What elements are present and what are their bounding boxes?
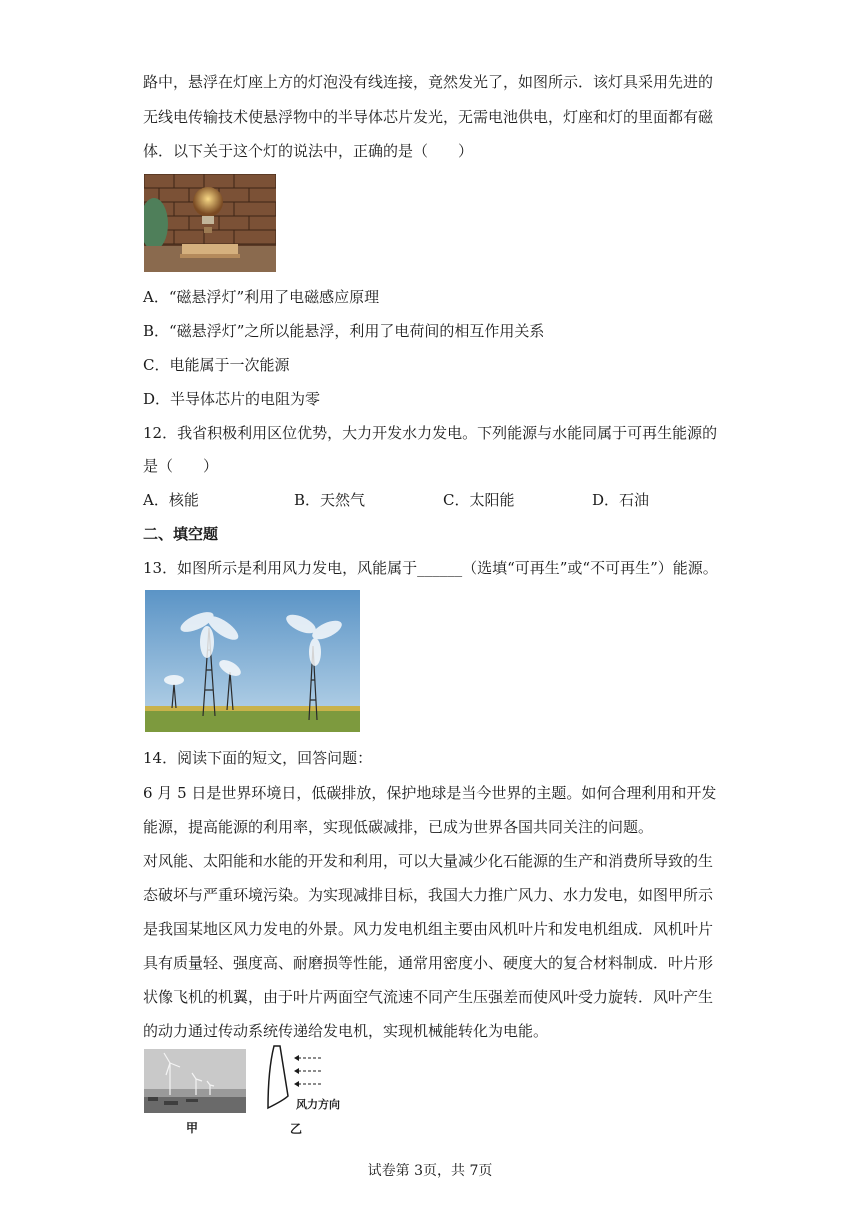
q12-option-d: D．石油 <box>592 491 650 509</box>
figure-jia-caption: 甲 <box>186 1121 199 1135</box>
q11-line-2: 无线电传输技术使悬浮物中的半导体芯片发光，无需电池供电，灯座和灯的里面都有磁 <box>143 108 714 126</box>
q14-line-1: 14．阅读下面的短文，回答问题： <box>143 749 373 767</box>
q12-line-1: 12．我省积极利用区位优势，大力开发水力发电。下列能源与水能同属于可再生能源的 <box>143 424 718 442</box>
q14-line-2: 6 月 5 日是世界环境日，低碳排放，保护地球是当今世界的主题。如何合理利用和开发 <box>143 784 717 802</box>
figure-jia-image <box>144 1049 246 1113</box>
q14-line-8: 状像飞机的机翼，由于叶片两面空气流速不同产生压强差而使风叶受力旋转．风叶产生 <box>143 988 714 1006</box>
q14-line-7: 具有质量轻、强度高、耐磨损等性能，通常用密度小、硬度大的复合材料制成．叶片形 <box>143 954 714 972</box>
q11-line-3: 体．以下关于这个灯的说法中，正确的是（ ） <box>143 142 474 160</box>
wind-turbines-image <box>145 590 360 732</box>
q11-option-b: B．“磁悬浮灯”之所以能悬浮，利用了电荷间的相互作用关系 <box>143 322 545 340</box>
q13-line: 13．如图所示是利用风力发电，风能属于______（选填“可再生”或“不可再生”）能源。 <box>143 559 718 577</box>
levitating-lamp-image <box>144 174 276 272</box>
q12-option-b: B．天然气 <box>294 491 366 509</box>
figure-yi-caption: 乙 <box>290 1122 303 1136</box>
q11-option-d: D．半导体芯片的电阻为零 <box>143 390 321 408</box>
q11-option-c: C．电能属于一次能源 <box>143 356 290 374</box>
q12-line-2: 是（ ） <box>143 457 219 475</box>
q14-line-6: 是我国某地区风力发电的外景。风力发电机组主要由风机叶片和发电机组成．风机叶片 <box>143 920 714 938</box>
q12-option-c: C．太阳能 <box>443 491 515 509</box>
q11-option-a: A．“磁悬浮灯”利用了电磁感应原理 <box>143 288 380 306</box>
wind-direction-label: 风力方向 <box>296 1098 340 1111</box>
section-heading: 二、填空题 <box>143 525 219 543</box>
page-footer: 试卷第 3页，共 7页 <box>367 1163 493 1179</box>
q14-line-4: 对风能、太阳能和水能的开发和利用，可以大量减少化石能源的生产和消费所导致的生 <box>143 852 714 870</box>
q14-line-3: 能源，提高能源的利用率，实现低碳减排，已成为世界各国共同关注的问题。 <box>143 818 654 836</box>
q11-line-1: 路中，悬浮在灯座上方的灯泡没有线连接，竟然发光了，如图所示．该灯具采用先进的 <box>143 73 714 91</box>
q14-line-5: 态破坏与严重环境污染。为实现减排目标，我国大力推广风力、水力发电，如图甲所示 <box>143 886 714 904</box>
q12-option-a: A．核能 <box>143 491 199 509</box>
q14-line-9: 的动力通过传动系统传递给发电机，实现机械能转化为电能。 <box>143 1022 549 1040</box>
